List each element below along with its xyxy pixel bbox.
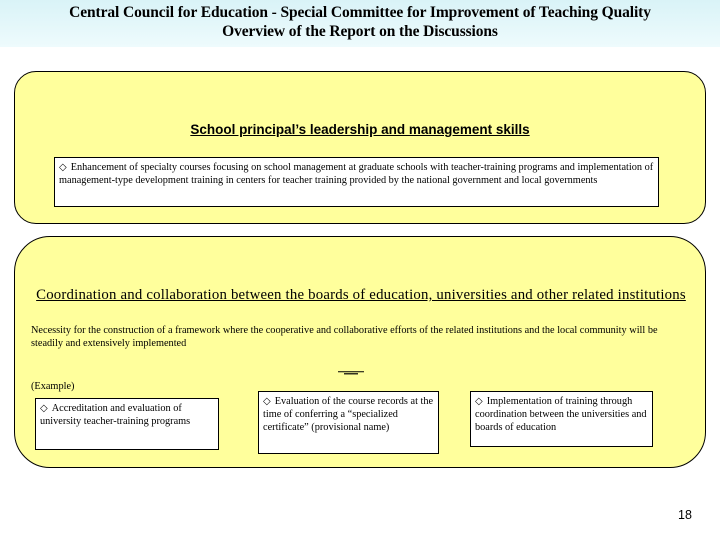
page-number: 18: [678, 508, 692, 522]
coordination-section-title: Coordination and collaboration between the boards of education, universities and other related institutions: [36, 287, 686, 303]
coordination-section-panel: [14, 236, 706, 468]
slide-header: [0, 0, 720, 47]
example-text: Evaluation of the course records at the time of conferring a “specialized certificate” (provisional name): [263, 396, 434, 433]
header-title-line1: Central Council for Education - Special Committee for Improvement of Teaching Quality: [69, 4, 651, 21]
example-label: (Example): [31, 381, 75, 392]
example-box-accreditation: [35, 398, 219, 450]
example-text: Accreditation and evaluation of university teacher-training programs: [40, 403, 191, 427]
leadership-section-title: School principal’s leadership and management skills: [190, 122, 530, 137]
example-box-course-records: [258, 391, 439, 454]
white-diamond-icon: ◇: [263, 396, 271, 407]
white-diamond-icon: ◇: [475, 396, 483, 407]
white-diamond-icon: ◇: [59, 162, 67, 173]
coordination-description: Necessity for the construction of a framework where the cooperative and collaborative efforts of the related institutions and the local community will be steadily and extensively implemented: [31, 325, 658, 349]
header-title-line2: Overview of the Report on the Discussions: [222, 23, 498, 40]
down-arrow-icon: [338, 371, 364, 375]
leadership-item-text: Enhancement of specialty courses focusing on school management at graduate schools with teacher-training programs and implementation of management-type development training in centers for teacher training provided by the national government and local governments: [59, 162, 654, 186]
example-box-training-coordination: [470, 391, 653, 447]
example-text: Implementation of training through coordination between the universities and boards of education: [475, 396, 647, 433]
leadership-section-panel: [14, 71, 706, 224]
leadership-item-box: [54, 157, 659, 207]
white-diamond-icon: ◇: [40, 403, 48, 414]
